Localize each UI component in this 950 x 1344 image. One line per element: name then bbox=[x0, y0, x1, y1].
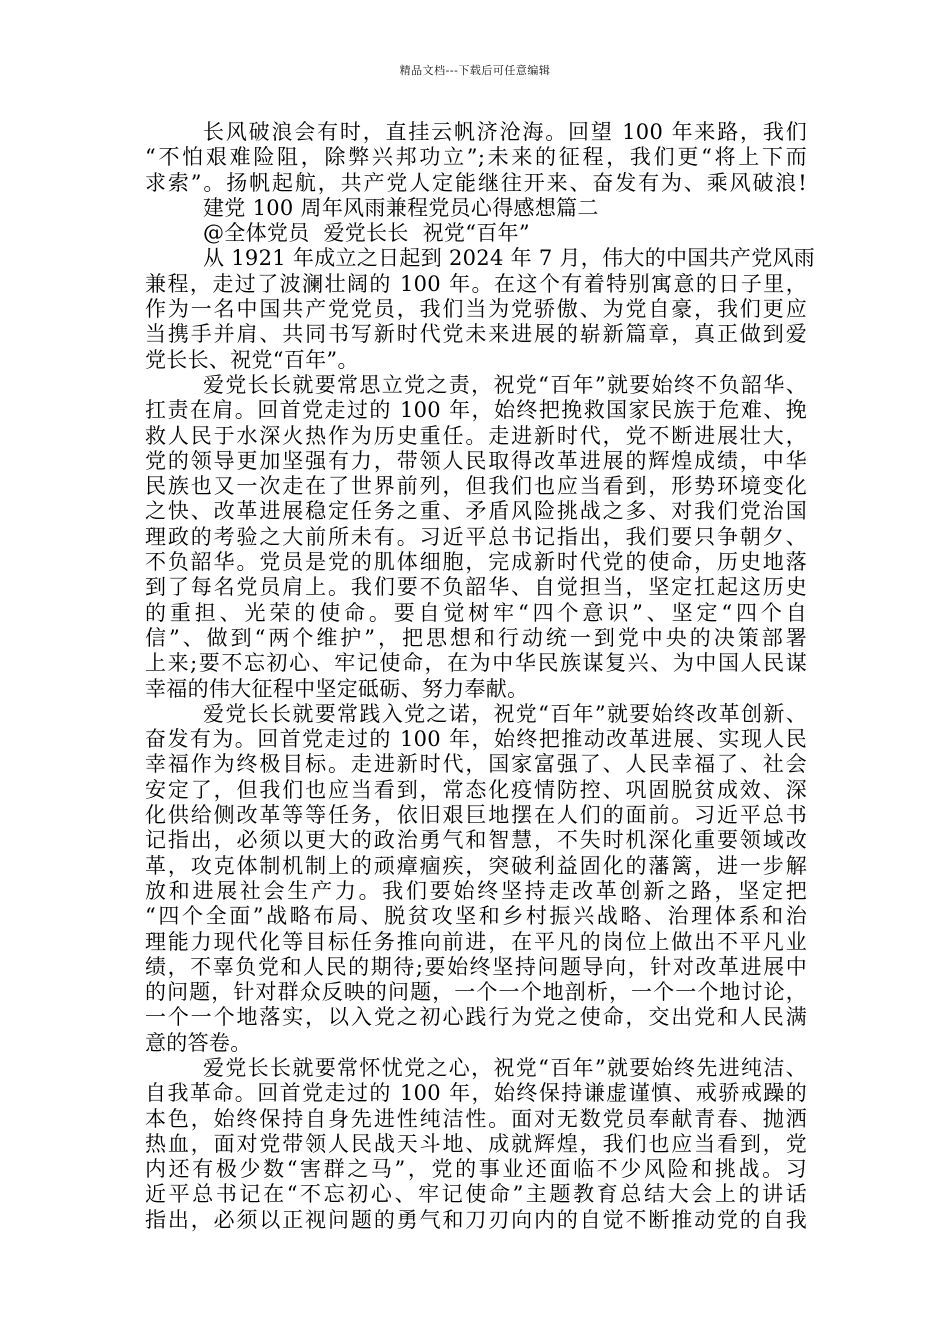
text-line: 上来;要不忘初心、牢记使命，在为中华民族谋复兴、为中国人民谋 bbox=[145, 651, 807, 676]
paragraph bbox=[145, 1056, 807, 1233]
text-line: 化供给侧改革等等任务，依旧艰巨地摆在人们的面前。习近平总书 bbox=[145, 803, 807, 828]
paragraph bbox=[145, 246, 816, 372]
text-line: 作为一名中国共产党党员，我们当为党骄傲、为党自豪，我们更应 bbox=[145, 297, 807, 322]
text-line: 幸福的伟大征程中坚定砥砺、努力奉献。 bbox=[145, 676, 529, 701]
text-line: 民族也又一次走在了世界前列，但我们也应当看到，形势环境变化 bbox=[145, 474, 807, 499]
text-line: 奋发有为。回首党走过的 100 年，始终把推动改革进展、实现人民 bbox=[145, 727, 807, 752]
text-line: “四个全面”战略布局、脱贫攻坚和乡村振兴战略、治理体系和治 bbox=[145, 904, 807, 929]
text-line: 长风破浪会有时，直挂云帆济沧海。回望 100 年来路，我们 bbox=[203, 120, 807, 144]
text-line: 党的领导更加坚强有力，带领人民取得改革进展的辉煌成绩，中华 bbox=[145, 448, 807, 473]
text-line: 近平总书记在“不忘初心、牢记使命”主题教育总结大会上的讲话 bbox=[145, 1182, 807, 1207]
page-header: 精品文档---下载后可任意编辑 bbox=[399, 64, 551, 77]
text-line: 热血，面对党带领人民战天斗地、成就辉煌，我们也应当看到，党 bbox=[145, 1131, 807, 1156]
paragraph bbox=[145, 702, 807, 1056]
text-line: 的重担、光荣的使命。要自觉树牢“四个意识”、坚定“四个自 bbox=[145, 600, 807, 625]
text-line: 不负韶华。党员是党的肌体细胞，完成新时代党的使命，历史地落 bbox=[145, 550, 807, 575]
text-line: 内还有极少数“害群之马”，党的事业还面临不少风险和挑战。习 bbox=[145, 1157, 807, 1182]
text-line: 建党 100 周年风雨兼程党员心得感想篇二 bbox=[203, 195, 599, 220]
text-line: 兼程，走过了波澜壮阔的 100 年。在这个有着特别寓意的日子里， bbox=[145, 271, 807, 296]
text-line: “不怕艰难险阻，除弊兴邦功立”;未来的征程，我们更“将上下而 bbox=[145, 145, 807, 170]
text-line: 理政的考验之大前所未有。习近平总书记指出，我们要只争朝夕、 bbox=[145, 524, 807, 549]
text-line: 之快、改革进展稳定任务之重、矛盾风险挑战之多、对我们党治国 bbox=[145, 499, 807, 524]
text-line: 爱党长长就要常怀忧党之心，祝党“百年”就要始终先进纯洁、 bbox=[203, 1055, 807, 1080]
section-heading bbox=[145, 196, 807, 221]
text-line: 到了每名党员肩上。我们要不负韶华、自觉担当，坚定扛起这历史 bbox=[145, 575, 807, 600]
text-line: 自我革命。回首党走过的 100 年，始终保持谦虚谨慎、戒骄戒躁的 bbox=[145, 1081, 807, 1106]
paragraph bbox=[145, 221, 807, 246]
paragraph bbox=[145, 373, 807, 702]
text-line: 爱党长长就要常践入党之诺，祝党“百年”就要始终改革创新、 bbox=[203, 701, 807, 726]
text-line: 当携手并肩、共同书写新时代党未来进展的崭新篇章，真正做到爱 bbox=[145, 322, 807, 347]
text-line: 本色，始终保持自身先进性纯洁性。面对无数党员奉献青春、抛洒 bbox=[145, 1106, 807, 1131]
text-line: 幸福作为终极目标。走进新时代，国家富强了、人民幸福了、社会 bbox=[145, 752, 807, 777]
text-line: 理能力现代化等目标任务推向前进，在平凡的岗位上做出不平凡业 bbox=[145, 929, 807, 954]
text-line: 信”、做到“两个维护”，把思想和行动统一到党中央的决策部署 bbox=[145, 625, 807, 650]
text-line: 求索”。扬帆起航，共产党人定能继往开来、奋发有为、乘风破浪! bbox=[145, 170, 807, 195]
text-line: 意的答卷。 bbox=[145, 1030, 252, 1055]
text-line: 放和进展社会生产力。我们要始终坚持走改革创新之路，坚定把 bbox=[145, 878, 807, 903]
paragraph bbox=[145, 120, 807, 196]
text-line: 指出，必须以正视问题的勇气和刀刃向内的自觉不断推动党的自我 bbox=[145, 1207, 807, 1232]
text-line: 从 1921 年成立之日起到 2024 年 7 月，伟大的中国共产党风雨 bbox=[203, 246, 816, 271]
text-line: 扛责在肩。回首党走过的 100 年，始终把挽救国家民族于危难、挽 bbox=[145, 398, 807, 423]
text-line: 安定了，但我们也应当看到，常态化疫情防控、巩固脱贫成效、深 bbox=[145, 777, 807, 802]
text-line: 党长长、祝党“百年”。 bbox=[145, 347, 359, 372]
text-line: 记指出，必须以更大的政治勇气和智慧，不失时机深化重要领域改 bbox=[145, 828, 807, 853]
text-line: 革，攻克体制机制上的顽瘴痼疾，突破利益固化的藩篱，进一步解 bbox=[145, 853, 807, 878]
text-line: 绩，不辜负党和人民的期待;要始终坚持问题导向，针对改革进展中 bbox=[145, 954, 807, 979]
text-line: 的问题，针对群众反映的问题，一个一个地剖析，一个一个地讨论， bbox=[145, 980, 807, 1005]
text-line: @全体党员 爱党长长 祝党“百年” bbox=[203, 221, 530, 246]
text-line: 救人民于水深火热作为历史重任。走进新时代，党不断进展壮大， bbox=[145, 423, 807, 448]
document-body bbox=[145, 120, 816, 1233]
text-line: 爱党长长就要常思立党之责，祝党“百年”就要始终不负韶华、 bbox=[203, 372, 807, 397]
text-line: 一个一个地落实，以入党之初心践行为党之使命，交出党和人民满 bbox=[145, 1005, 807, 1030]
